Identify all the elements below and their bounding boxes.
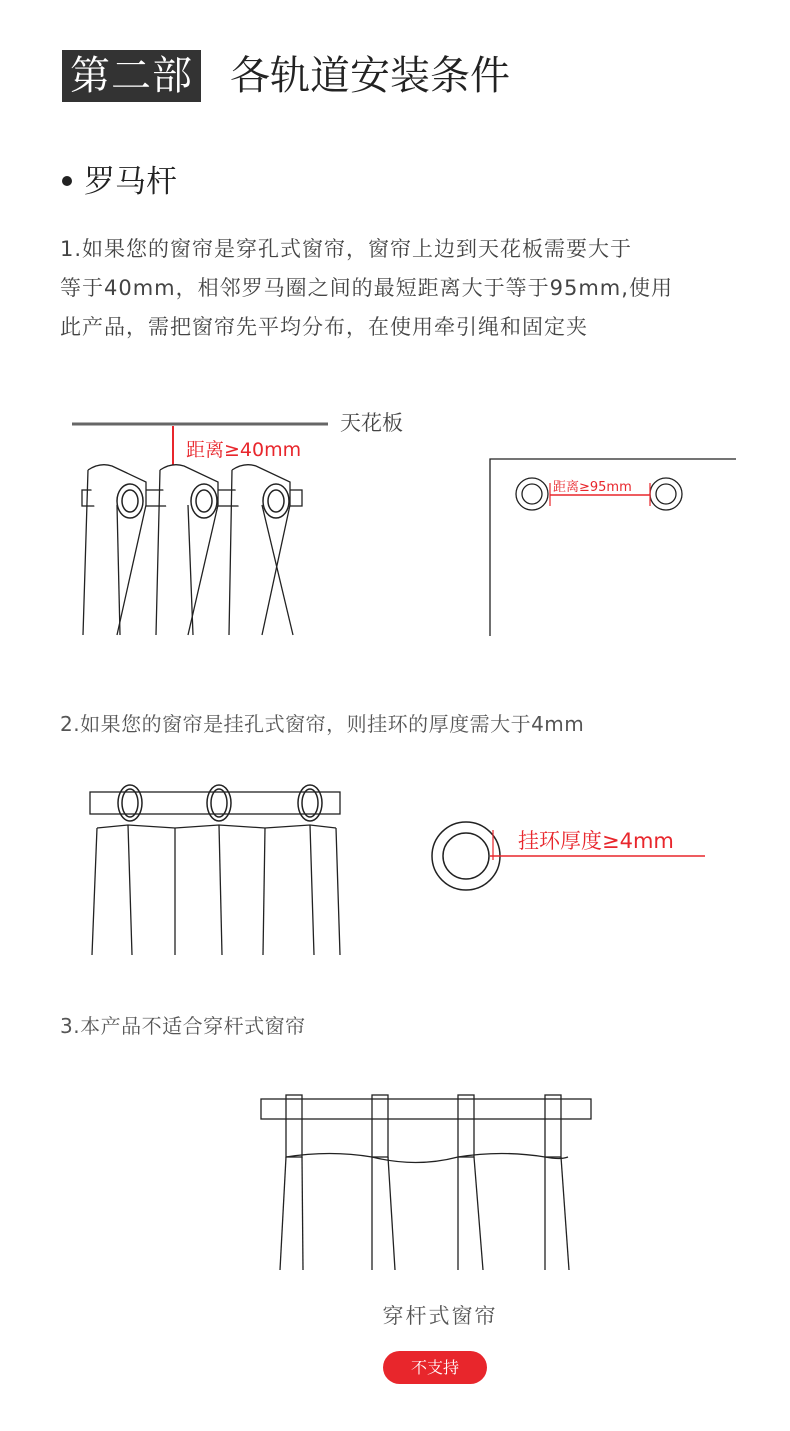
bullet-icon [62,176,72,186]
section-title: 罗马杆 [84,164,177,200]
section-label-box: 第二部 [62,50,201,102]
rod-pocket-curtain-diagram [0,1080,790,1280]
intro-paragraph [60,230,740,347]
curtain-panels [92,825,340,955]
intro-line-3: 此产品，需把窗帘先平均分布，在使用牵引绳和固定夹 [60,315,588,339]
rod-pocket-caption: 穿杆式窗帘 [382,1304,498,1328]
spacing-label: 距离≥95mm [553,480,632,495]
intro-line-2: 等于40mm，相邻罗马圈之间的最短距离大于等于95mm,使用 [60,276,673,300]
item3-text: 3.本产品不适合穿杆式窗帘 [60,1014,306,1038]
distance-label: 距离≥40mm [186,439,302,461]
ring-thickness-detail [432,822,500,890]
curtain-panels [83,465,293,635]
ring-thickness-label: 挂环厚度≥4mm [518,829,674,853]
item2-text: 2.如果您的窗帘是挂孔式窗帘，则挂环的厚度需大于4mm [60,712,585,736]
not-supported-badge: 不支持 [383,1351,487,1384]
ring-curtain-diagram [0,770,790,970]
curtain-panels [280,1154,569,1271]
page-title: 各轨道安装条件 [230,53,510,99]
intro-line-1: 1.如果您的窗帘是穿孔式窗帘，窗帘上边到天花板需要大于 [60,237,633,261]
ceiling-label: 天花板 [340,411,403,435]
rod [261,1099,591,1119]
grommet-curtain-diagram [0,380,790,650]
